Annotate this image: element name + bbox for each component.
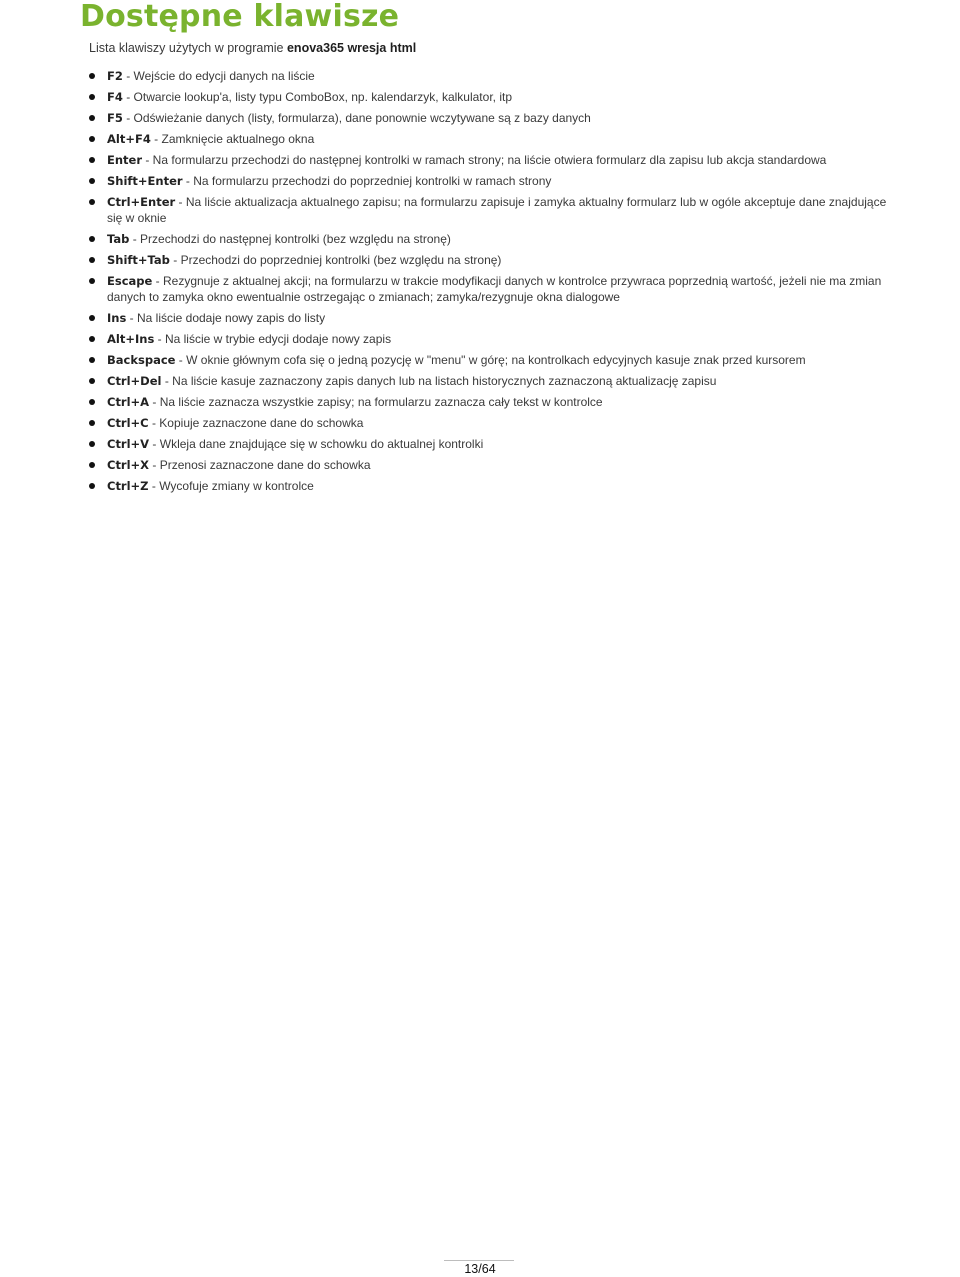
bullet-icon [89, 73, 95, 79]
shortcut-key: Ctrl+Del [107, 374, 162, 388]
bullet-icon [89, 420, 95, 426]
shortcut-description: - Zamknięcie aktualnego okna [150, 132, 315, 146]
shortcut-key: Alt+F4 [107, 132, 151, 146]
shortcut-key: Ins [107, 311, 127, 325]
intro-text [89, 40, 416, 56]
bullet-icon [89, 136, 95, 142]
shortcut-description: - Rezygnuje z aktualnej akcji; na formularzu w trakcie modyfikacji danych w kontrolce przywraca poprzednią wartość, jeżeli nie ma zmian danych to zamyka okno ewentualnie ostrzegając o zmianach; zamyka/rezygnuje okna dialogowe [107, 274, 882, 304]
shortcut-description: - W oknie głównym cofa się o jedną pozycję w "menu" w górę; na kontrolkach edycyjnych kasuje znak przed kursorem [175, 353, 806, 367]
shortcut-key: Shift+Enter [107, 174, 183, 188]
list-item [89, 310, 895, 326]
shortcut-key: Backspace [107, 353, 176, 367]
shortcut-description: - Na liście zaznacza wszystkie zapisy; na formularzu zaznacza cały tekst w kontrolce [149, 395, 603, 409]
bullet-icon [89, 441, 95, 447]
shortcut-description: - Na liście w trybie edycji dodaje nowy zapis [154, 332, 392, 346]
bullet-icon [89, 115, 95, 121]
shortcut-key: Ctrl+V [107, 437, 150, 451]
list-item [89, 478, 895, 494]
shortcut-key: F2 [107, 69, 123, 83]
bullet-icon [89, 462, 95, 468]
list-item [89, 152, 895, 168]
footer-divider [444, 1260, 514, 1261]
list-item [89, 131, 895, 147]
shortcut-description: - Przechodzi do poprzedniej kontrolki (bez względu na stronę) [169, 253, 502, 267]
shortcut-list [89, 68, 895, 499]
shortcut-description: - Otwarcie lookup'a, listy typu ComboBox, np. kalendarzyk, kalkulator, itp [122, 90, 512, 104]
shortcut-description: - Na formularzu przechodzi do następnej kontrolki w ramach strony; na liście otwiera formularz dla zapisu lub akcja standardowa [142, 153, 827, 167]
bullet-icon [89, 157, 95, 163]
bullet-icon [89, 336, 95, 342]
shortcut-description: - Wejście do edycji danych na liście [122, 69, 315, 83]
shortcut-key: Ctrl+X [107, 458, 150, 472]
shortcut-key: Escape [107, 274, 153, 288]
shortcut-key: Ctrl+Enter [107, 195, 176, 209]
shortcut-description: - Na liście dodaje nowy zapis do listy [126, 311, 326, 325]
list-item [89, 394, 895, 410]
page-title: Dostępne klawisze [80, 0, 400, 34]
shortcut-description: - Odświeżanie danych (listy, formularza), dane ponownie wczytywane są z bazy danych [122, 111, 591, 125]
shortcut-description: - Wycofuje zmiany w kontrolce [148, 479, 314, 493]
list-item [89, 89, 895, 105]
shortcut-description: - Na formularzu przechodzi do poprzedniej kontrolki w ramach strony [182, 174, 552, 188]
list-item [89, 273, 895, 305]
bullet-icon [89, 94, 95, 100]
list-item [89, 173, 895, 189]
product-name: enova365 wresja html [286, 41, 417, 55]
shortcut-description: - Wkleja dane znajdujące się w schowku do aktualnej kontrolki [149, 437, 484, 451]
page-number: 13/64 [464, 1262, 496, 1276]
shortcut-key: F4 [107, 90, 123, 104]
list-item [89, 194, 895, 226]
bullet-icon [89, 315, 95, 321]
list-item [89, 373, 895, 389]
list-item [89, 68, 895, 84]
shortcut-description: - Przechodzi do następnej kontrolki (bez względu na stronę) [129, 232, 451, 246]
shortcut-description: - Na liście kasuje zaznaczony zapis danych lub na listach historycznych zaznaczoną aktualizację zapisu [161, 374, 717, 388]
shortcut-key: Ctrl+C [107, 416, 149, 430]
bullet-icon [89, 257, 95, 263]
shortcut-description: - Na liście aktualizacja aktualnego zapisu; na formularzu zapisuje i zamyka aktualny formularz lub w ogóle akceptuje dane znajdujące się w oknie [107, 195, 887, 225]
list-item [89, 415, 895, 431]
shortcut-key: Ctrl+A [107, 395, 150, 409]
shortcut-key: Alt+Ins [107, 332, 155, 346]
shortcut-key: Ctrl+Z [107, 479, 149, 493]
list-item [89, 231, 895, 247]
bullet-icon [89, 278, 95, 284]
bullet-icon [89, 199, 95, 205]
shortcut-description: - Kopiuje zaznaczone dane do schowka [148, 416, 364, 430]
list-item [89, 331, 895, 347]
shortcut-description: - Przenosi zaznaczone dane do schowka [149, 458, 371, 472]
list-item [89, 436, 895, 452]
bullet-icon [89, 399, 95, 405]
shortcut-key: Tab [107, 232, 130, 246]
list-item [89, 352, 895, 368]
intro-label: Lista klawiszy użytych w programie [89, 41, 287, 55]
shortcut-key: Enter [107, 153, 143, 167]
bullet-icon [89, 378, 95, 384]
bullet-icon [89, 178, 95, 184]
shortcut-key: F5 [107, 111, 123, 125]
bullet-icon [89, 483, 95, 489]
list-item [89, 252, 895, 268]
shortcut-key: Shift+Tab [107, 253, 170, 267]
list-item [89, 110, 895, 126]
list-item [89, 457, 895, 473]
bullet-icon [89, 236, 95, 242]
bullet-icon [89, 357, 95, 363]
